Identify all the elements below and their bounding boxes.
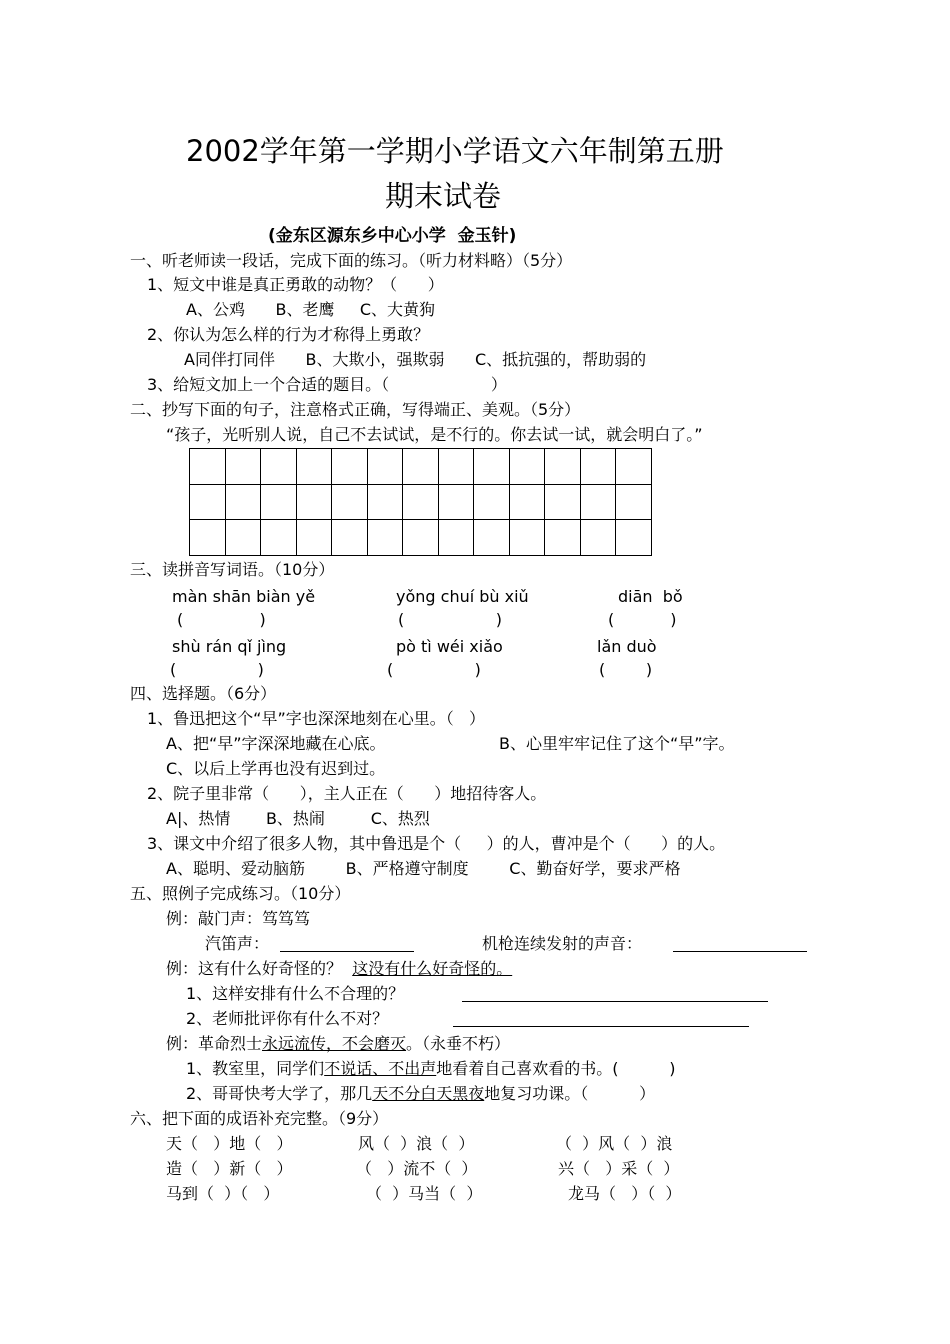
copy-sentence: “孩子，光听别人说，自己不去试试，是不行的。你去试一试，就会明白了。” — [166, 425, 703, 444]
s1-question2-options: A同伴打同伴 B、大欺小，强欺弱 C、抵抗强的，帮助弱的 — [184, 350, 647, 369]
grid-row — [190, 520, 652, 556]
section1-heading: 一、听老师读一段话，完成下面的练习。（听力材料略）（5分） — [130, 251, 573, 270]
s5-ex3-q2 — [186, 1084, 655, 1104]
grid-row — [190, 484, 652, 520]
pinyin-2: yǒng chuí bù xiǔ — [396, 587, 529, 606]
exam-title-line1: 2002学年第一学期小学语文六年制第五册 — [186, 134, 724, 168]
s5-ex2-q1: 1、这样安排有什么不合理的？ — [186, 984, 405, 1003]
answer-blank-5[interactable]: ( ) — [387, 660, 481, 679]
s4-q1-option-c: C、以后上学再也没有迟到过。 — [166, 759, 386, 778]
s5-ex2-prefix: 例：这有什么好奇怪的？ — [166, 959, 353, 978]
s5-ex3-q1-a: 1、教室里，同学们 — [186, 1059, 325, 1078]
s4-q1-option-b: B、心里牢牢记住了这个“早”字。 — [499, 734, 735, 753]
s5-ex3-q2-a: 2、哥哥快考大学了，那几 — [186, 1084, 373, 1103]
answer-blank-6[interactable]: ( ) — [599, 660, 653, 679]
writing-grid[interactable] — [189, 448, 652, 556]
idiom-item: 天（ ）地（ ） — [166, 1134, 293, 1153]
s1-question1-options: A、公鸡 B、老鹰 C、大黄狗 — [186, 300, 436, 319]
exam-title-line2: 期末试卷 — [385, 179, 502, 213]
s5-example2 — [166, 959, 512, 979]
grid-row — [190, 449, 652, 485]
s5-ex3-q1-underlined: 不说话、不出声 — [324, 1059, 437, 1078]
idiom-item: 龙马（ ）（ ） — [568, 1184, 682, 1203]
idiom-item: 兴（ ）采（ ） — [558, 1159, 680, 1178]
s4-q1-option-a: A、把“早”字深深地藏在心底。 — [166, 734, 386, 753]
s1-question2: 2、你认为怎么样的行为才称得上勇敢？ — [147, 325, 430, 344]
s1-question1: 1、短文中谁是真正勇敢的动物？（ ） — [147, 275, 444, 294]
idiom-item: 马到（ ）（ ） — [166, 1184, 280, 1203]
section4-heading: 四、选择题。（6分） — [130, 684, 277, 703]
s5-ex3-q1-b: 地看着自己喜欢看的书。( ) — [436, 1059, 676, 1078]
author-line: (金东区源东乡中心小学 金玉针) — [268, 226, 517, 246]
pinyin-1: màn shān biàn yě — [172, 587, 316, 606]
s4-question1: 1、鲁迅把这个“早”字也深深地刻在心里。（ ） — [147, 709, 486, 728]
section6-heading: 六、把下面的成语补充完整。（9分） — [130, 1109, 389, 1128]
s5-ex3-q2-underlined: 天不分白天黑夜 — [372, 1084, 485, 1103]
s5-example1: 例：敲门声：笃笃笃 — [166, 909, 311, 928]
s4-question2: 2、院子里非常（ ），主人正在（ ）地招待客人。 — [147, 784, 547, 803]
idiom-item: （ ）流不（ ） — [356, 1159, 478, 1178]
answer-line[interactable] — [462, 1001, 768, 1002]
pinyin-6: lǎn duò — [597, 637, 657, 656]
s4-question3-options: A、聪明、爱动脑筋 B、严格遵守制度 C、勤奋好学，要求严格 — [166, 859, 681, 878]
idiom-item: 风（ ）浪（ ） — [358, 1134, 475, 1153]
s4-question2-options: A|、热情 B、热闹 C、热烈 — [166, 809, 430, 828]
s5-ex1-b-label: 机枪连续发射的声音： — [482, 934, 643, 953]
s5-ex3-suffix: 。（永垂不朽） — [406, 1034, 511, 1053]
answer-line[interactable] — [453, 1026, 749, 1027]
s5-ex3-underlined: 永远流传，不会磨灭 — [262, 1034, 407, 1053]
answer-blank-1[interactable]: ( ) — [177, 610, 266, 629]
s1-question3: 3、给短文加上一个合适的题目。（ ） — [147, 375, 507, 394]
section3-heading: 三、读拼音写词语。（10分） — [130, 560, 335, 579]
s5-ex1-a-label: 汽笛声： — [205, 934, 270, 953]
s5-example3 — [166, 1034, 510, 1054]
s5-ex3-q1 — [186, 1059, 676, 1079]
answer-blank-4[interactable]: ( ) — [170, 660, 264, 679]
idiom-item: 造（ ）新（ ） — [166, 1159, 293, 1178]
idiom-item: （ ）风（ ）浪 — [556, 1134, 673, 1153]
pinyin-5: pò tì wéi xiǎo — [396, 637, 503, 656]
section2-heading: 二、抄写下面的句子，注意格式正确，写得端正、美观。（5分） — [130, 400, 581, 419]
s5-ex3-q2-b: 地复习功课。（ ） — [484, 1084, 656, 1103]
answer-blank-2[interactable]: ( ) — [398, 610, 503, 629]
s5-ex3-prefix: 例：革命烈士 — [166, 1034, 263, 1053]
answer-line[interactable] — [673, 951, 807, 952]
idiom-item: （ ）马当（ ） — [366, 1184, 483, 1203]
s5-ex2-answer: 这没有什么好奇怪的。 — [352, 959, 513, 978]
section5-heading: 五、照例子完成练习。（10分） — [130, 884, 351, 903]
pinyin-4: shù rán qǐ jìng — [172, 637, 287, 656]
answer-blank-3[interactable]: ( ) — [608, 610, 677, 629]
s5-ex2-q2: 2、老师批评你有什么不对？ — [186, 1009, 389, 1028]
s4-question3: 3、课文中介绍了很多人物，其中鲁迅是个（ ）的人，曹冲是个（ ）的人。 — [147, 834, 726, 853]
answer-line[interactable] — [280, 951, 414, 952]
pinyin-3: diān bǒ — [618, 587, 683, 606]
